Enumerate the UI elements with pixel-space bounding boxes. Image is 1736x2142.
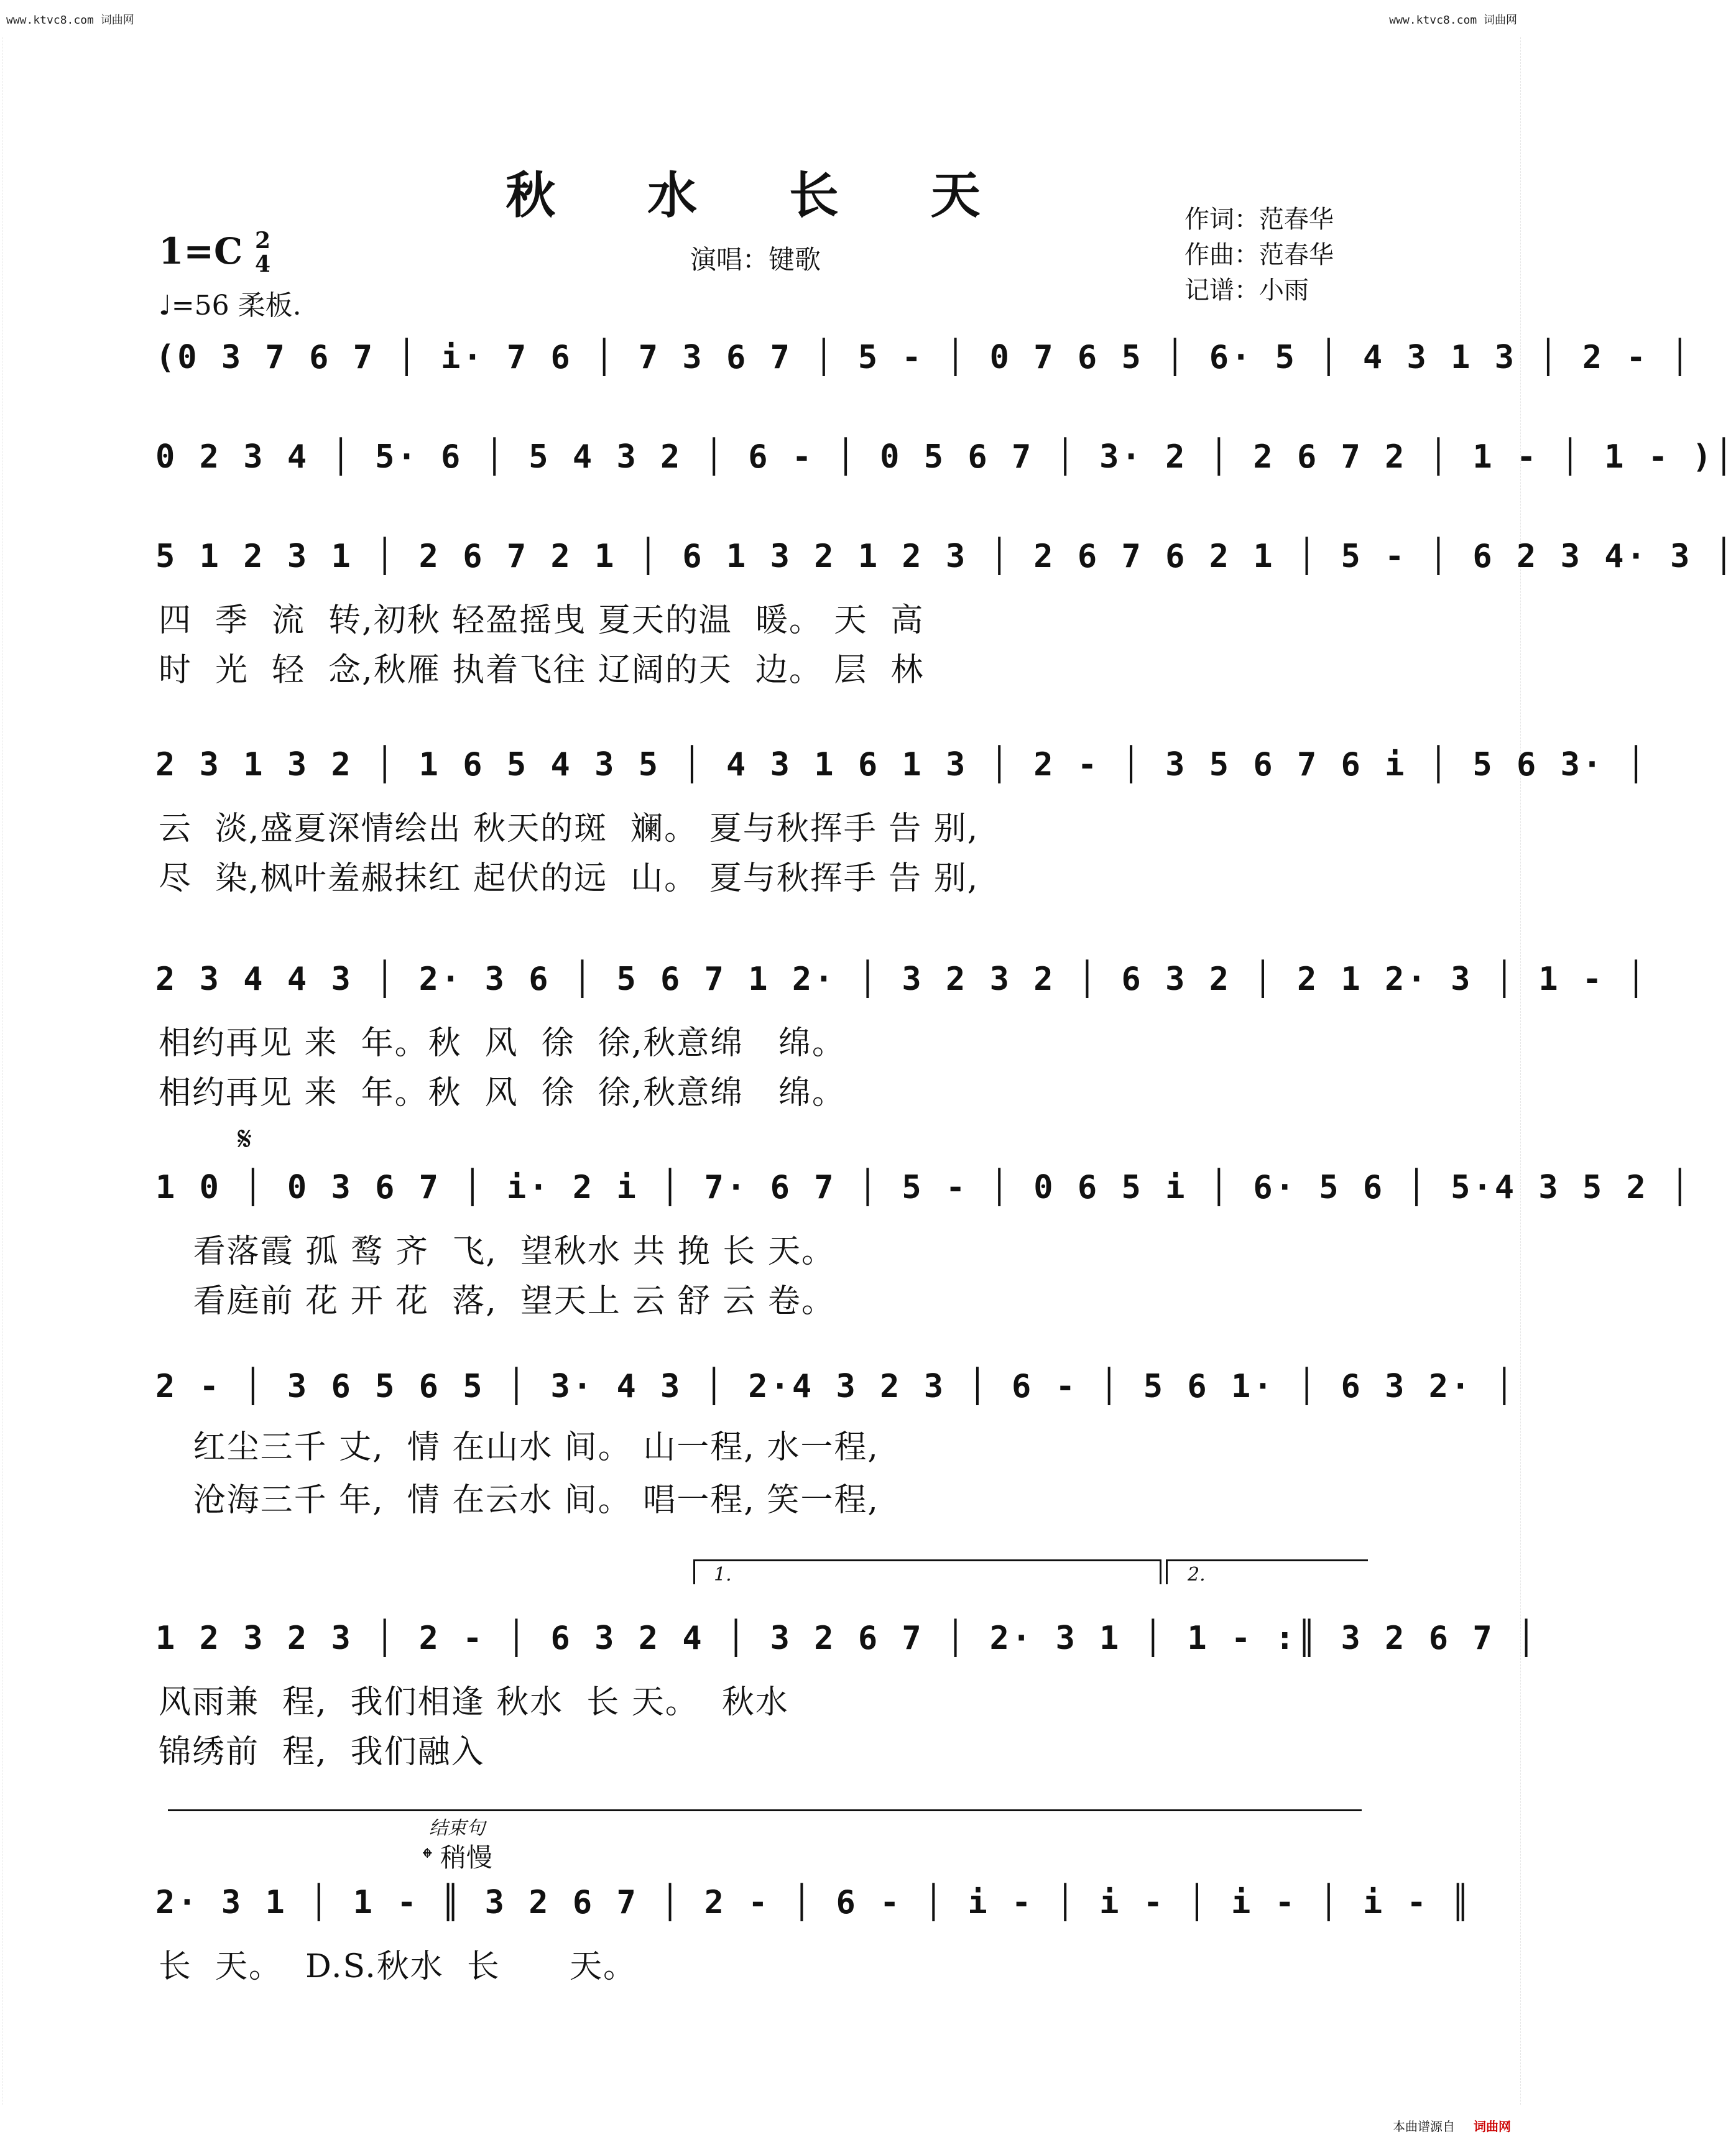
score-row-2: 0 2 3 4 │ 5· 6 │ 5 4 3 2 │ 6 - │ 0 5 6 7 │ 3· 2 │ 2 6 7 2 │ 1 - │ 1 - )│ bbox=[155, 438, 1736, 476]
volta-2-tick bbox=[1166, 1559, 1168, 1584]
tempo-marking: ♩=56 柔板. bbox=[159, 290, 302, 321]
score-row-1: (0 3 7 6 7 │ i· 7 6 │ 7 3 6 7 │ 5 - │ 0 7 6 5 │ 6· 5 │ 4 3 1 3 │ 2 - │ bbox=[155, 339, 1692, 376]
footer-source bbox=[1393, 2117, 1511, 2135]
score-row-8: 1 2 3 2 3 │ 2 - │ 6 3 2 4 │ 3 2 6 7 │ 2· 3 1 │ 1 - :║ 3 2 6 7 │ bbox=[155, 1620, 1539, 1657]
lyric-row-5-verse-1: 相约再见 来 年。秋 风 徐 徐,秋意绵 绵。 bbox=[159, 1025, 846, 1062]
footer-source-text: 本曲谱源自 bbox=[1393, 2119, 1455, 2134]
credits-block bbox=[1184, 202, 1334, 308]
time-sig-top: 2 bbox=[255, 228, 271, 254]
time-sig-bottom: 4 bbox=[255, 251, 271, 277]
left-margin-watermark bbox=[2, 37, 17, 2105]
lyric-row-4-verse-2: 尽 染,枫叶羞赧抹红 起伏的远 山。 夏与秋挥手 告 别, bbox=[159, 860, 979, 897]
footer-brand: 词曲网 bbox=[1474, 2119, 1511, 2134]
singer-credit: 演唱：键歌 bbox=[690, 244, 821, 275]
coda-section-line bbox=[168, 1809, 1362, 1811]
coda-tempo-mark: 𝄌 稍慢 bbox=[423, 1842, 492, 1873]
score-row-3: 5 1 2 3 1 │ 2 6 7 2 1 │ 6 1 3 2 1 2 3 │ 2 6 7 6 2 1 │ 5 - │ 6 2 3 4· 3 │ bbox=[155, 538, 1736, 575]
volta-1-tick bbox=[693, 1559, 695, 1584]
segno-sign: 𝄋 bbox=[238, 1119, 252, 1158]
lyric-row-7-verse-1: 红尘三千 丈, 情 在山水 间。 山一程, 水一程, bbox=[159, 1429, 879, 1466]
score-row-7: 2 - │ 3 6 5 6 5 │ 3· 4 3 │ 2·4 3 2 3 │ 6 - │ 5 6 1· │ 6 3 2· │ bbox=[155, 1368, 1517, 1405]
lyric-row-8-verse-1: 风雨兼 程, 我们相逢 秋水 长 天。 秋水 bbox=[159, 1684, 789, 1721]
score-row-6: 1 0 │ 0 3 6 7 │ i· 2 i │ 7· 6 7 │ 5 - │ 0 6 5 i │ 6· 5 6 │ 5·4 3 5 2 │ bbox=[155, 1169, 1692, 1206]
lyric-row-6-verse-1: 看落霞 孤 鹜 齐 飞, 望秋水 共 挽 长 天。 bbox=[159, 1233, 835, 1270]
score-row-4: 2 3 1 3 2 │ 1 6 5 4 3 5 │ 4 3 1 6 1 3 │ 2 - │ 3 5 6 7 6 i │ 5 6 3· │ bbox=[155, 746, 1648, 783]
key-signature: 1=C bbox=[159, 230, 243, 272]
notation-credit: 记谱：小雨 bbox=[1184, 276, 1309, 305]
lyric-row-3-verse-1: 四 季 流 转,初秋 轻盈摇曳 夏天的温 暖。 天 高 bbox=[159, 602, 925, 639]
lyric-row-7-verse-2: 沧海三千 年, 情 在云水 间。 唱一程, 笑一程, bbox=[159, 1482, 879, 1519]
score-row-9: 2· 3 1 │ 1 - ║ 3 2 6 7 │ 2 - │ 6 - │ i - │ i - │ i - │ i - ║ bbox=[155, 1884, 1473, 1921]
score-row-5: 2 3 4 4 3 │ 2· 3 6 │ 5 6 7 1 2· │ 3 2 3 2 │ 6 3 2 │ 2 1 2· 3 │ 1 - │ bbox=[155, 961, 1648, 998]
lyric-row-6-verse-2: 看庭前 花 开 花 落, 望天上 云 舒 云 卷。 bbox=[159, 1283, 835, 1320]
lyric-row-3-verse-2: 时 光 轻 念,秋雁 执着飞往 辽阔的天 边。 层 林 bbox=[159, 652, 925, 689]
volta-2-bracket bbox=[1166, 1559, 1368, 1561]
composer-credit: 作曲：范春华 bbox=[1184, 241, 1334, 269]
site-header-left: www.ktvc8.com 词曲网 bbox=[6, 14, 134, 27]
song-title: 秋 水 长 天 bbox=[506, 166, 1018, 224]
lyric-row-8-verse-2: 锦绣前 程, 我们融入 bbox=[159, 1733, 485, 1771]
volta-1-end-tick bbox=[1160, 1559, 1161, 1584]
lyric-row-4-verse-1: 云 淡,盛夏深情绘出 秋天的斑 斓。 夏与秋挥手 告 别, bbox=[159, 810, 979, 847]
volta-1-number: 1. bbox=[714, 1564, 732, 1586]
site-header-right: www.ktvc8.com 词曲网 bbox=[1389, 14, 1517, 27]
lyricist-credit: 作词：范春华 bbox=[1184, 205, 1334, 234]
lyric-row-5-verse-2: 相约再见 来 年。秋 风 徐 徐,秋意绵 绵。 bbox=[159, 1074, 846, 1112]
volta-2-number: 2. bbox=[1188, 1564, 1206, 1586]
lyric-row-9: 长 天。 D.S.秋水 长 天。 bbox=[159, 1948, 637, 1985]
time-signature bbox=[255, 229, 270, 276]
coda-label: 结束句 bbox=[429, 1817, 485, 1839]
volta-1-bracket bbox=[693, 1559, 1160, 1561]
